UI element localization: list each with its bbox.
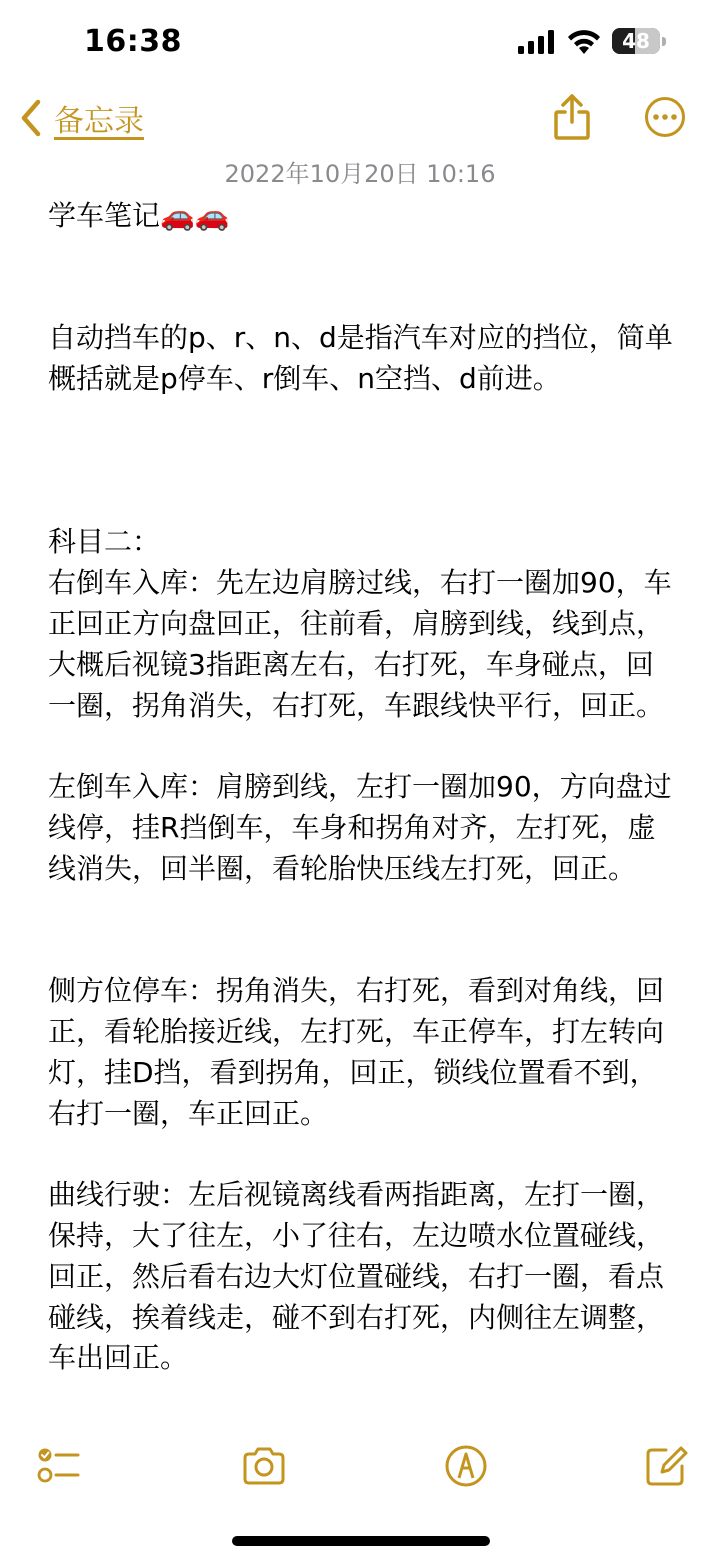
battery-icon: [612, 28, 668, 56]
note-paragraph: [48, 278, 678, 319]
note-paragraph: 自动挡车的p、r、n、d是指汽车对应的挡位，简单概括就是p停车、r倒车、n空挡、d前进。: [48, 321, 673, 396]
markup-icon[interactable]: [442, 1442, 490, 1490]
back-label: 备忘录: [54, 104, 144, 139]
share-icon[interactable]: [552, 92, 592, 142]
note-paragraph: [48, 890, 678, 931]
battery-level: 48: [622, 29, 650, 53]
status-bar: [0, 0, 720, 88]
note-paragraph: 曲线行驶：左后视镜离线看两指距离，左打一圈，保持，大了往左，小了往右，左边喷水位置碰线，回正，然后看右边大灯位置碰线，右打一圈，看点碰线，挨着线走，碰不到右打死，内侧往左调整，车出回正。: [48, 1178, 665, 1375]
note-date: 2022年10月20日 10:16: [224, 160, 496, 188]
cellular-signal-icon: [518, 30, 558, 54]
compose-icon[interactable]: [642, 1442, 690, 1490]
back-button[interactable]: [18, 94, 144, 142]
chevron-left-icon: [18, 98, 44, 138]
camera-icon[interactable]: [240, 1442, 288, 1490]
note-paragraph: [48, 1134, 678, 1175]
note-paragraph: [48, 930, 678, 971]
checklist-icon[interactable]: [36, 1442, 84, 1490]
note-paragraph: 科目二：: [48, 525, 161, 559]
battery-cap: [662, 37, 666, 46]
note-paragraph: [48, 441, 678, 482]
note-body[interactable]: [48, 196, 678, 1442]
wifi-icon: [566, 28, 602, 56]
note-paragraph: 左倒车入库：肩膀到线，左打一圈加90，方向盘过线停，挂R挡倒车，车身和拐角对齐，左打死，虚线消失，回半圈，看轮胎快压线左打死，回正。: [48, 770, 672, 885]
note-paragraph: [48, 482, 678, 523]
note-paragraph: 侧方位停车：拐角消失，右打死，看到对角线，回正，看轮胎接近线，左打死，车正停车，打左转向灯，挂D挡，看到拐角，回正，锁线位置看不到，右打一圈，车正回正。: [48, 974, 665, 1130]
note-paragraph: 学车笔记🚗🚗: [48, 199, 230, 232]
note-paragraph: [48, 726, 678, 767]
status-time: 16:38: [84, 24, 182, 59]
bottom-toolbar: [0, 1432, 720, 1502]
ellipsis-circle-icon[interactable]: [644, 96, 686, 138]
note-paragraph: 右倒车入库：先左边肩膀过线，右打一圈加90，车正回正方向盘回正，往前看，肩膀到线，线到点，大概后视镜3指距离左右，右打死，车身碰点，回一圈，拐角消失，右打死，车跟线快平行，回正。: [48, 566, 672, 722]
home-indicator: [232, 1536, 490, 1546]
note-paragraph: [48, 237, 678, 278]
note-paragraph: [48, 400, 678, 441]
navigation-bar: [0, 88, 720, 148]
